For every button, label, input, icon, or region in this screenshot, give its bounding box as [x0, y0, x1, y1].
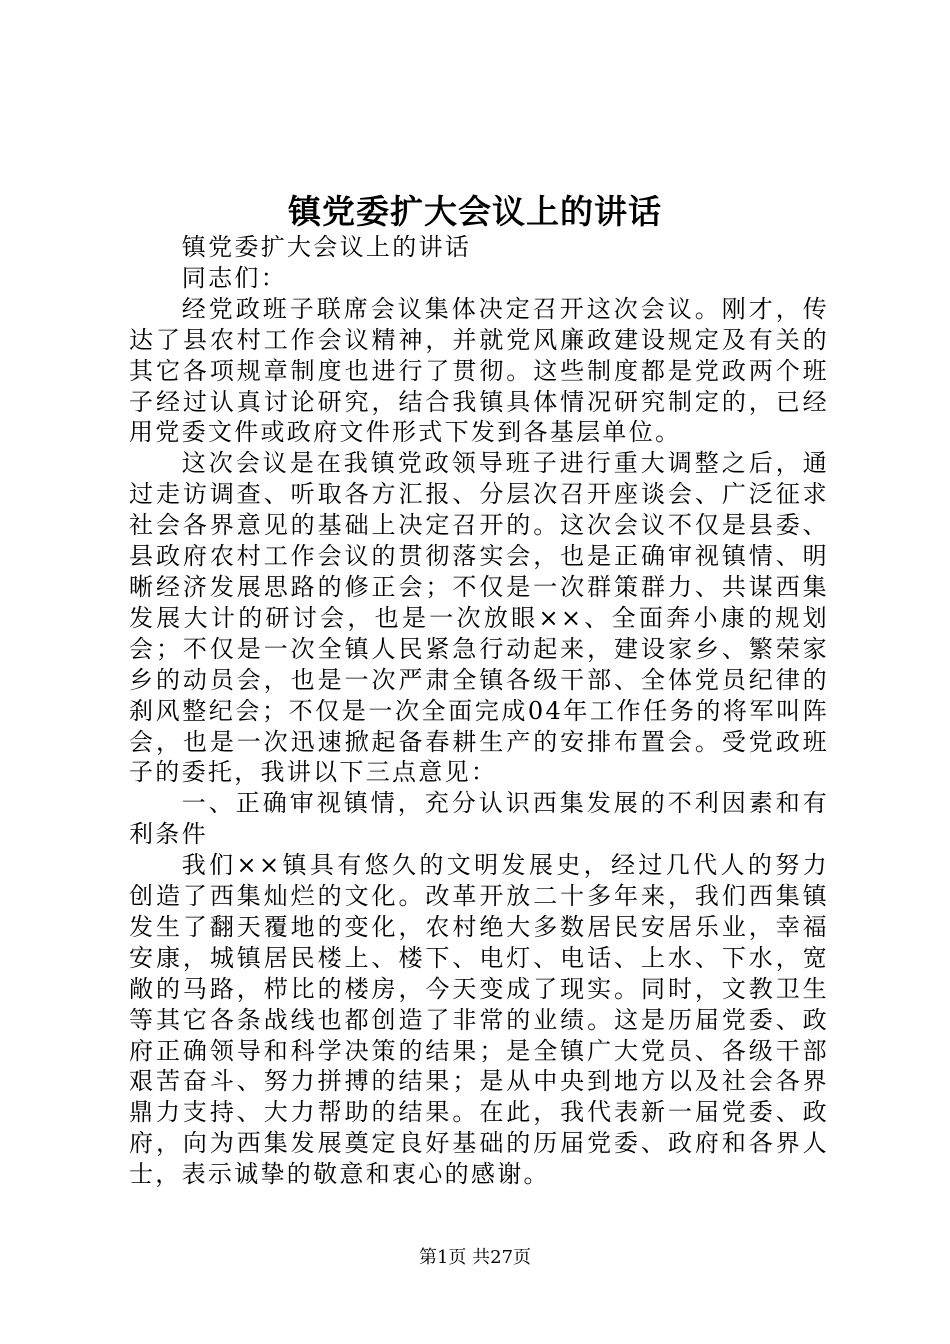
body-paragraph: 这次会议是在我镇党政领导班子进行重大调整之后，通过走访调查、听取各方汇报、分层次召开座谈会、广泛征求社会各界意见的基础上决定召开的。这次会议不仅是县委、县政府农村工作会议的贯彻落实会，也是正确审视镇情、明晰经济发展思路的修正会；不仅是一次群策群力、共谋西集发展大计的研讨会，也是一次放眼××、全面奔小康的规划会；不仅是一次全镇人民紧急行动起来，建设家乡、繁荣家乡的动员会，也是一次严肃全镇各级干部、全体党员纪律的刹风整纪会；不仅是一次全面完成04年工作任务的将军叫阵会，也是一次迅速掀起备春耕生产的安排布置会。受党政班子的委托，我讲以下三点意见：	[129, 449, 829, 787]
salutation-paragraph: 同志们：	[181, 263, 287, 292]
body-paragraph: 我们××镇具有悠久的文明发展史，经过几代人的努力创造了西集灿烂的文化。改革开放二十多年来，我们西集镇发生了翻天覆地的变化，农村绝大多数居民安居乐业，幸福安康，城镇居民楼上、楼下、电灯、电话、上水、下水，宽敞的马路，栉比的楼房，今天变成了现实。同时，文教卫生等其它各条战线也都创造了非常的业绩。这是历届党委、政府正确领导和科学决策的结果；是全镇广大党员、各级干部艰苦奋斗、努力拼搏的结果；是从中央到地方以及社会各界鼎力支持、大力帮助的结果。在此，我代表新一届党委、政府，向为西集发展奠定良好基础的历届党委、政府和各界人士，表示诚挚的敬意和衷心的感谢。	[129, 851, 829, 1189]
document-body	[129, 232, 829, 1190]
body-paragraph: 经党政班子联席会议集体决定召开这次会议。刚才，传达了县农村工作会议精神，并就党风廉政建设规定及有关的其它各项规章制度也进行了贯彻。这些制度都是党政两个班子经过认真讨论研究，结合我镇具体情况研究制定的，已经用党委文件或政府文件形式下发到各基层单位。	[129, 294, 829, 447]
document-title: 镇党委扩大会议上的讲话	[288, 192, 662, 231]
subtitle-paragraph: 镇党委扩大会议上的讲话	[181, 233, 472, 261]
section-heading: 一、正确审视镇情，充分认识西集发展的不利因素和有利条件	[129, 789, 829, 849]
page-footer: 第1页 共27页	[418, 1247, 532, 1268]
